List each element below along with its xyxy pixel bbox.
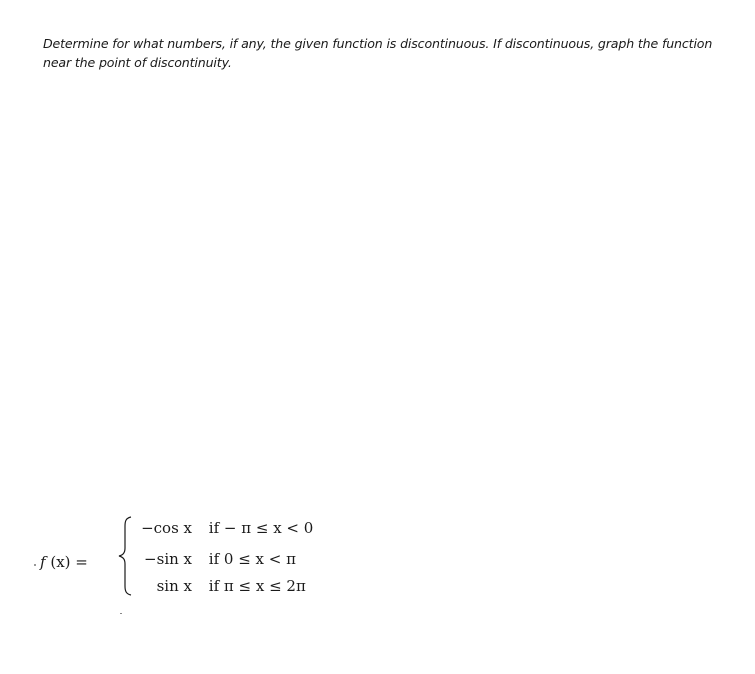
stray-dot (34, 564, 36, 566)
left-brace-icon (118, 516, 134, 596)
case-condition: if − π ≤ x < 0 (208, 519, 314, 537)
piecewise-function (30, 516, 350, 606)
case-expression: −cos x (141, 519, 192, 537)
case-row-1 (136, 519, 313, 537)
case-row-3 (136, 577, 306, 595)
case-condition: if 0 ≤ x < π (208, 550, 296, 568)
problem-statement-line-1: Determine for what numbers, if any, the given function is discontinuous. If discontinuous, graph the function (43, 36, 713, 51)
function-name: f (40, 553, 46, 571)
case-expression: sin x (156, 577, 192, 595)
problem-statement-line-2: near the point of discontinuity. (43, 55, 232, 70)
stray-mark (120, 613, 122, 614)
function-argument: (x) (50, 553, 71, 571)
function-lhs (40, 553, 88, 571)
problem-statement (43, 34, 743, 72)
case-condition: if π ≤ x ≤ 2π (208, 577, 306, 595)
equals-sign: = (75, 553, 88, 571)
case-row-2 (136, 550, 296, 568)
case-expression: −sin x (144, 550, 192, 568)
